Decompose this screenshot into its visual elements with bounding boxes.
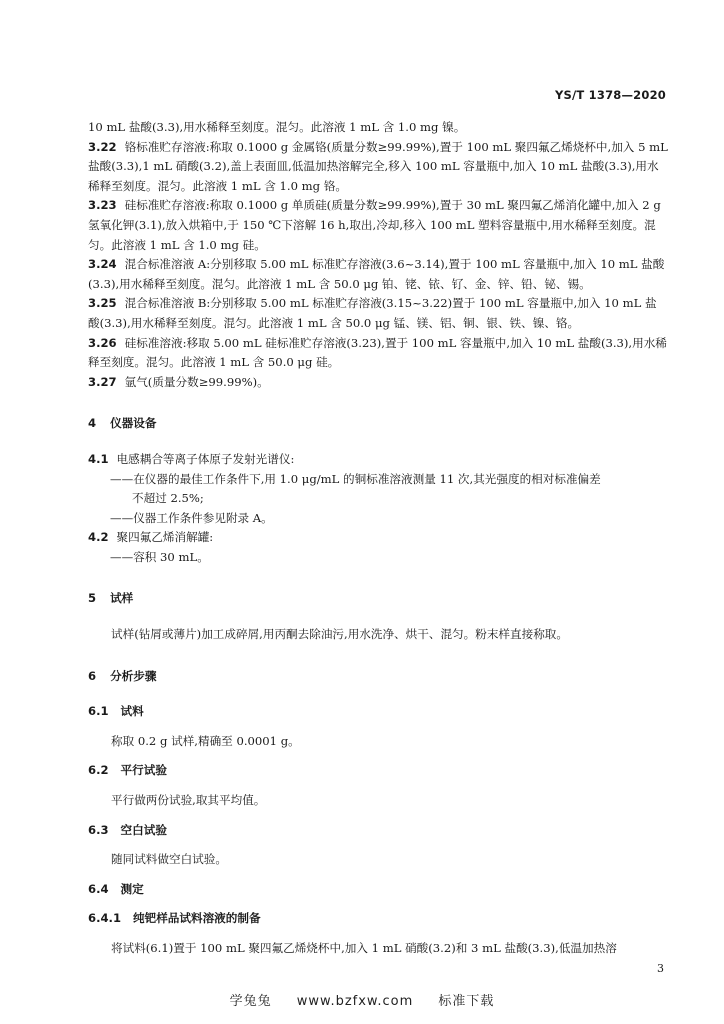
section-number: 4	[88, 416, 97, 431]
dash-item: ——容积 30 mL。	[110, 549, 209, 564]
section-number: 6	[88, 668, 97, 683]
subsection-6-1-heading	[88, 702, 668, 722]
paragraph: 平行做两份试验,取其平均值。	[111, 793, 266, 808]
clause-3-27	[88, 373, 668, 393]
dash-item: ——仪器工作条件参见附录 A。	[110, 510, 273, 525]
footer-site-name: 学兔兔	[229, 994, 272, 1009]
subsection-title: 试料	[120, 704, 144, 719]
paragraph: 称取 0.2 g 试样,精确至 0.0001 g。	[111, 733, 300, 748]
clause-number: 3.27	[88, 374, 117, 389]
footer-tagline: 标准下载	[438, 994, 495, 1009]
subsection-number: 6.2	[88, 763, 109, 778]
clause-number: 3.26	[88, 335, 117, 350]
subsection-6-2-heading	[88, 761, 668, 781]
subsection-6-4-heading	[88, 880, 668, 900]
clause-text: 聚四氟乙烯消解罐:	[116, 530, 214, 545]
subsection-title: 测定	[120, 881, 144, 896]
section-title: 试样	[110, 591, 134, 606]
standard-number: YS/T 1378—2020	[555, 88, 666, 102]
clause-text: 混合标准溶液 A:分别移取 5.00 mL 标准贮存溶液(3.6~3.14),置于 100 mL 容量瓶中,加入 10 mL 盐酸(3.3),用水稀释至刻度。混匀。此溶液 1 mL 含 50.0 μg 铂、铑、铱、钌、金、锌、铅、铋、锡。	[88, 257, 665, 291]
subsection-title: 平行试验	[120, 763, 167, 778]
subsection-number: 6.3	[88, 822, 109, 837]
continued-paragraph: 10 mL 盐酸(3.3),用水稀释至刻度。混匀。此溶液 1 mL 含 1.0 mg 镍。	[88, 120, 466, 134]
page-number: 3	[657, 962, 664, 975]
clause-text: 混合标准溶液 B:分别移取 5.00 mL 标准贮存溶液(3.15~3.22)置于 100 mL 容量瓶中,加入 10 mL 盐酸(3.3),用水稀释至刻度。混匀。此溶液 1 mL 含 50.0 μg 锰、镁、铝、铜、银、铁、镍、铬。	[88, 296, 657, 330]
clause-number: 3.25	[88, 296, 117, 311]
clause-text: 氩气(质量分数≥99.99%)。	[124, 374, 269, 389]
footer-url[interactable]: www.bzfxw.com	[296, 994, 414, 1009]
subsection-6-3-heading	[88, 821, 668, 841]
clause-number: 3.22	[88, 139, 117, 154]
footer	[0, 990, 724, 1009]
paragraph: 将试料(6.1)置于 100 mL 聚四氟乙烯烧杯中,加入 1 mL 硝酸(3.2)和 3 mL 盐酸(3.3),低温加热溶	[111, 941, 617, 955]
clause-3-26	[88, 334, 668, 373]
section-number: 5	[88, 591, 97, 606]
subsection-6-4-1-heading	[88, 909, 668, 929]
subsection-number: 6.1	[88, 704, 109, 719]
subsection-title: 纯钯样品试料溶液的制备	[133, 911, 261, 926]
clause-4-1	[88, 450, 668, 470]
dash-item-continued: 不超过 2.5%;	[132, 491, 204, 506]
paragraph: 试样(钻屑或薄片)加工成碎屑,用丙酮去除油污,用水洗净、烘干、混匀。粉末样直接称取。	[111, 627, 568, 642]
section-title: 分析步骤	[110, 668, 157, 683]
section-6-heading	[88, 667, 668, 687]
subsection-title: 空白试验	[120, 822, 167, 837]
clause-3-23	[88, 196, 668, 255]
clause-3-24	[88, 255, 668, 294]
clause-3-25	[88, 294, 668, 333]
subsection-number: 6.4	[88, 881, 109, 896]
clause-number: 4.1	[88, 451, 109, 466]
section-4-heading	[88, 414, 668, 434]
clause-text: 硅标准贮存溶液:称取 0.1000 g 单质硅(质量分数≥99.99%),置于 30 mL 聚四氟乙烯消化罐中,加入 2 g 氢氧化钾(3.1),放入烘箱中,于 150 ℃下溶解 16 h,取出,冷却,移入 100 mL 塑料容量瓶中,用水稀释至刻度。混匀。此溶液 1 mL 含 1.0 mg 硅。	[88, 198, 661, 252]
subsection-number: 6.4.1	[88, 911, 122, 926]
section-title: 仪器设备	[110, 416, 157, 431]
clause-text: 铬标准贮存溶液:称取 0.1000 g 金属铬(质量分数≥99.99%),置于 100 mL 聚四氟乙烯烧杯中,加入 5 mL 盐酸(3.3),1 mL 硝酸(3.2),盖上表面皿,低温加热溶解完全,移入 100 mL 容量瓶中,加入 10 mL 盐酸(3.3),用水稀释至刻度。混匀。此溶液 1 mL 含 1.0 mg 铬。	[88, 139, 668, 193]
clause-number: 3.24	[88, 257, 117, 272]
clause-4-2	[88, 528, 668, 548]
clause-3-22	[88, 138, 668, 197]
document-body	[88, 118, 668, 959]
clause-text: 电感耦合等离子体原子发射光谱仪:	[116, 451, 295, 466]
section-5-heading	[88, 589, 668, 609]
clause-number: 4.2	[88, 530, 109, 545]
clause-text: 硅标准溶液:移取 5.00 mL 硅标准贮存溶液(3.23),置于 100 mL 容量瓶中,加入 10 mL 盐酸(3.3),用水稀释至刻度。混匀。此溶液 1 mL 含 50.0 μg 硅。	[88, 335, 667, 370]
dash-item: ——在仪器的最佳工作条件下,用 1.0 μg/mL 的铜标准溶液测量 11 次,其光强度的相对标准偏差	[110, 471, 601, 486]
paragraph: 随同试料做空白试验。	[111, 852, 227, 867]
clause-number: 3.23	[88, 198, 117, 213]
